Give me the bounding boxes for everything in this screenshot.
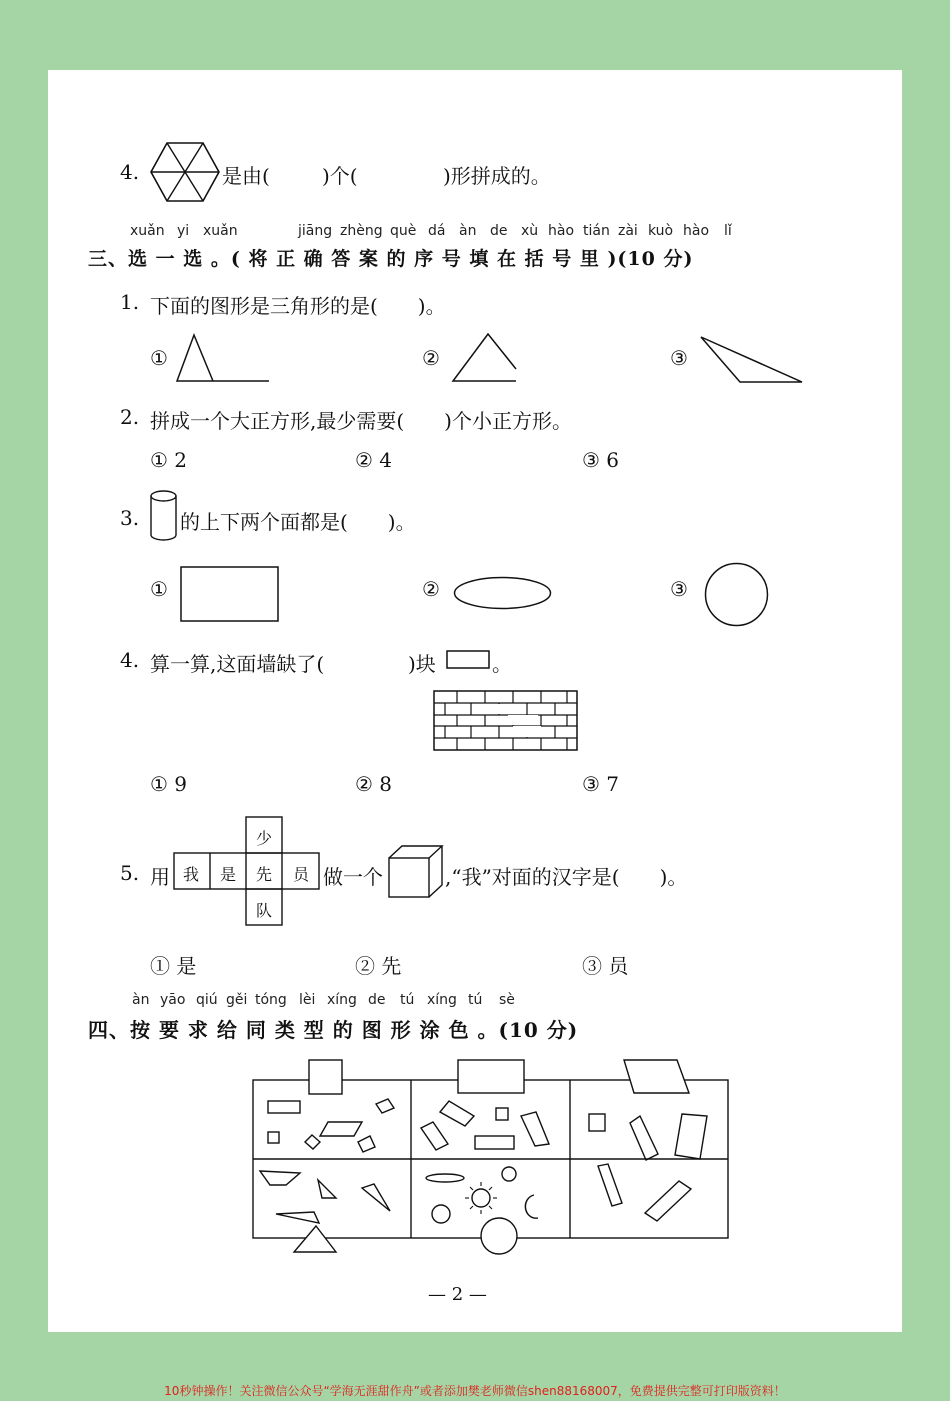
q3-ellipse <box>453 576 553 612</box>
net-face-yuan: 员 <box>293 865 310 884</box>
q1-option-1[interactable]: ① <box>150 346 168 370</box>
shape-coloring-board <box>252 1056 732 1256</box>
q4-option-1[interactable]: ① 9 <box>150 772 188 796</box>
q2-option-2[interactable]: ② 4 <box>355 448 393 472</box>
q5-text-1: 用 <box>150 865 170 889</box>
q5-text-3: ,“我”对面的汉字是( )。 <box>445 865 688 889</box>
q5-option-2[interactable]: ② 先 <box>355 954 402 978</box>
q4-text-2: )块 <box>408 652 436 676</box>
cube-figure <box>388 845 446 899</box>
q3-circle <box>704 562 770 628</box>
q4-option-2[interactable]: ② 8 <box>355 772 393 796</box>
q2-option-1[interactable]: ① 2 <box>150 448 188 472</box>
q4-number: 4. <box>120 648 140 672</box>
section3-title: 三、选 一 选 。( 将 正 确 答 案 的 序 号 填 在 括 号 里 )(10 分) <box>88 248 694 270</box>
hexagon-text-3: )形拼成的。 <box>443 164 551 188</box>
q3-option-1[interactable]: ① <box>150 577 168 601</box>
q1-text: 下面的图形是三角形的是( )。 <box>150 294 446 318</box>
cylinder-figure <box>150 490 180 542</box>
q1-open-shape-1 <box>176 334 272 384</box>
q2-number: 2. <box>120 405 140 429</box>
q3-text: 的上下两个面都是( )。 <box>180 510 416 534</box>
q4-text-3: 。 <box>492 652 512 676</box>
net-face-xian: 先 <box>256 865 273 884</box>
q5-text-2: 做一个 <box>323 865 383 889</box>
hexagon-text-1: 是由( <box>222 164 270 188</box>
q3-option-2[interactable]: ② <box>422 577 440 601</box>
q5-option-1[interactable]: ① 是 <box>150 954 197 978</box>
hexagon-question-number: 4. <box>120 160 140 184</box>
q1-number: 1. <box>120 290 140 314</box>
net-face-shi: 是 <box>220 865 237 884</box>
q3-rectangle <box>180 566 280 624</box>
q2-text: 拼成一个大正方形,最少需要( )个小正方形。 <box>150 409 572 433</box>
net-face-wo: 我 <box>183 865 200 884</box>
brick-wall <box>433 690 579 752</box>
net-face-shao: 少 <box>256 829 273 848</box>
net-face-dui: 队 <box>256 901 273 920</box>
q3-option-3[interactable]: ③ <box>670 577 688 601</box>
q4-text-1: 算一算,这面墙缺了( <box>150 652 325 676</box>
q2-option-3[interactable]: ③ 6 <box>582 448 620 472</box>
q4-option-3[interactable]: ③ 7 <box>582 772 620 796</box>
q5-number: 5. <box>120 861 140 885</box>
page-number: — 2 — <box>428 1284 487 1305</box>
q1-option-2[interactable]: ② <box>422 346 440 370</box>
section4-title: 四、按 要 求 给 同 类 型 的 图 形 涂 色 。(10 分) <box>88 1018 579 1042</box>
q1-triangle <box>700 336 806 386</box>
q1-open-shape-2 <box>452 333 520 385</box>
q5-option-3[interactable]: ③ 员 <box>582 954 629 978</box>
promo-footer: 10秒钟操作！关注微信公众号“学海无涯甜作舟”或者添加樊老师微信shen88168007，免费提供完整可打印版资料！ <box>164 1384 786 1398</box>
q1-option-3[interactable]: ③ <box>670 346 688 370</box>
hexagon-figure <box>150 142 220 202</box>
hexagon-text-2: )个( <box>322 164 358 188</box>
q3-number: 3. <box>120 506 140 530</box>
brick-icon <box>446 650 492 670</box>
